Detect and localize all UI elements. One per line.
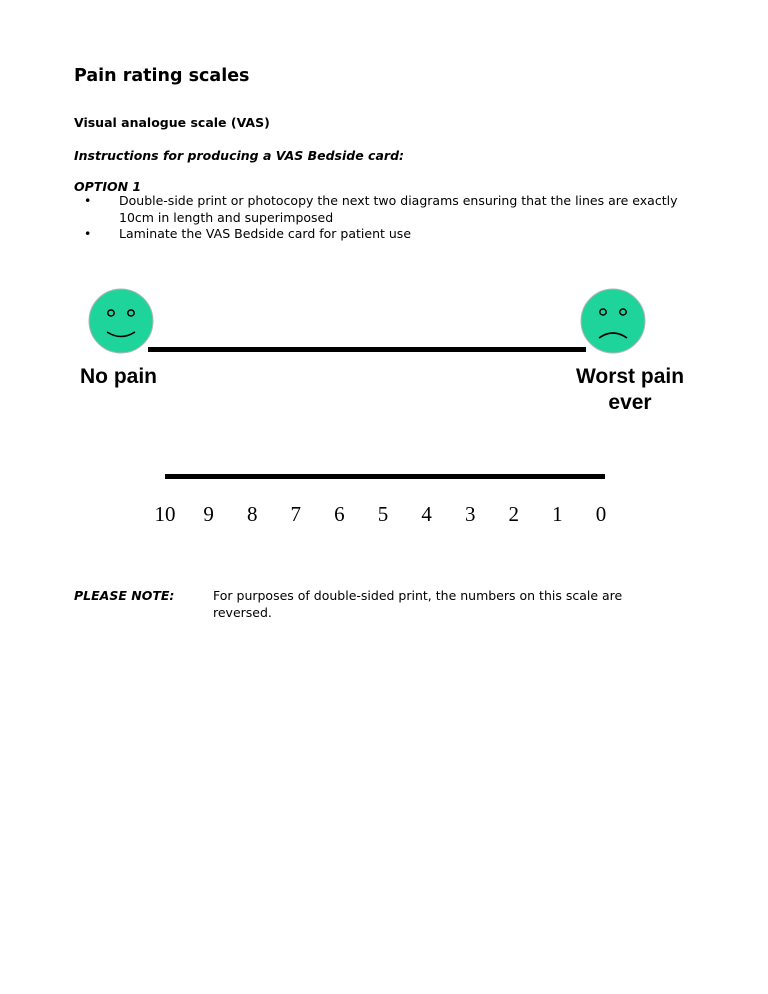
note-label: PLEASE NOTE: <box>74 588 175 603</box>
option-heading: OPTION 1 <box>74 179 142 194</box>
scale-number: 1 <box>552 502 563 526</box>
instruction-list <box>74 193 694 243</box>
bullet-text: Laminate the VAS Bedside card for patient use <box>119 226 412 241</box>
bullet-text: Double-side print or photocopy the next two diagrams ensuring that the lines are exactly 10cm in length and superimposed <box>119 193 678 225</box>
vas-line <box>148 347 586 352</box>
scale-number: 9 <box>203 502 214 526</box>
section-subtitle: Visual analogue scale (VAS) <box>74 115 270 130</box>
page-title: Pain rating scales <box>74 66 250 86</box>
scale-number: 10 <box>154 502 176 526</box>
list-item <box>74 193 694 226</box>
scale-number: 4 <box>421 502 432 526</box>
scale-number: 8 <box>246 502 258 526</box>
scale-number: 0 <box>595 502 607 526</box>
frowning-face-icon <box>580 288 646 354</box>
note-text: For purposes of double-sided print, the numbers on this scale are reversed. <box>213 588 623 620</box>
scale-number: 7 <box>290 502 302 526</box>
scale-number: 2 <box>508 502 520 526</box>
list-item <box>74 226 694 243</box>
no-pain-label: No pain <box>80 365 157 388</box>
scale-number: 6 <box>334 502 345 526</box>
numeric-scale-line <box>165 474 605 479</box>
bullet-icon: • <box>84 193 92 208</box>
instructions-heading: Instructions for producing a VAS Bedside card: <box>74 148 405 163</box>
bullet-icon: • <box>84 226 92 241</box>
scale-number: 3 <box>464 502 476 526</box>
scale-number: 5 <box>377 502 389 526</box>
numeric-scale-numbers <box>150 502 620 528</box>
worst-pain-label: Worst pain ever <box>575 365 685 414</box>
smiley-face-icon <box>88 288 154 354</box>
